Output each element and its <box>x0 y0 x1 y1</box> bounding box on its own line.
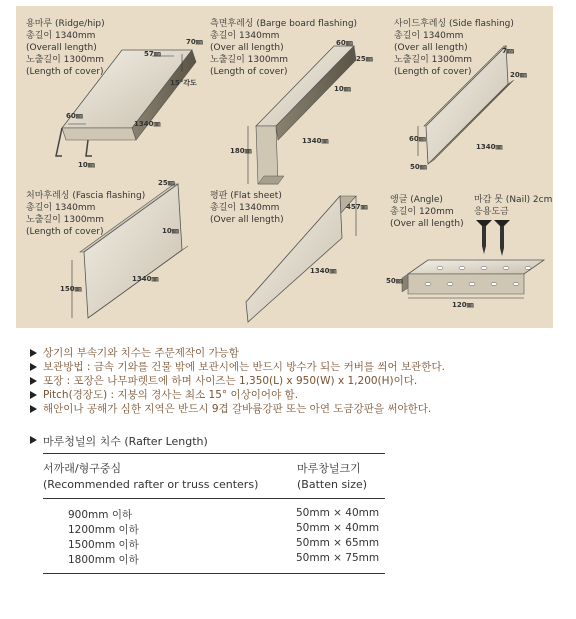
nail-info <box>474 194 552 218</box>
barge-dim-length: 1340㎜ <box>302 137 329 145</box>
ridge-dim-angle: 15°각도 <box>170 79 197 87</box>
flat-sheet-info <box>210 190 284 226</box>
barge-dim-top: 60㎜ <box>336 39 353 47</box>
fascia-cover-length-en: (Length of cover) <box>26 227 104 237</box>
barge-total-length: 총길이 1340mm <box>210 31 280 41</box>
ridge-dim-length: 1340㎜ <box>134 120 161 128</box>
bullet-triangle-icon <box>30 349 37 357</box>
side-flashing-total-length: 총길이 1340mm <box>394 31 464 41</box>
product-panel <box>16 6 553 328</box>
rafter-table <box>43 453 385 574</box>
bullet-triangle-icon <box>30 436 37 444</box>
barge-cover-length-en: (Length of cover) <box>210 67 288 77</box>
side-flashing-cover-length: 노출길이 1300mm <box>394 55 473 65</box>
table-row: 900mm 이하 50mm × 40mm <box>68 507 380 521</box>
fascia-dim-top: 25㎜ <box>158 179 175 187</box>
note-item: 보관방법 : 금속 기와를 건물 밖에 보관시에는 반드시 방수가 되는 커버를 씌어 보관한다. <box>30 360 560 374</box>
fascia-info <box>26 190 145 238</box>
fascia-dim-length: 1340㎜ <box>132 275 159 283</box>
angle-name: 앵글 (Angle) <box>390 195 443 205</box>
table-rule-bottom <box>43 573 385 574</box>
angle-drawing <box>402 260 544 298</box>
side-flashing-dim-bottom: 50㎜ <box>410 163 427 171</box>
table-row: 1800mm 이하 50mm × 75mm <box>68 552 380 566</box>
fascia-dim-side: 10㎜ <box>162 227 179 235</box>
side-flashing-cover-length-en: (Length of cover) <box>394 67 472 77</box>
bullet-triangle-icon <box>30 391 37 399</box>
bullet-triangle-icon <box>30 377 37 385</box>
bullet-triangle-icon <box>30 363 37 371</box>
fascia-cover-length: 노출길이 1300mm <box>26 215 105 225</box>
nail-drawing <box>476 220 510 256</box>
table-header <box>43 454 385 498</box>
ridge-dim-foot: 10㎜ <box>78 161 95 169</box>
note-item: 상기의 부속기와 치수는 주문제작이 가능함 <box>30 346 560 360</box>
ridge-dim-flange: 60㎜ <box>66 112 83 120</box>
side-flashing-dim-side: 20㎜ <box>510 71 527 79</box>
fascia-dim-height: 150㎜ <box>60 285 82 293</box>
note-item: 해안이나 공해가 심한 지역은 반드시 9겹 갈바륨강판 또는 아연 도금강판을 써야한다. <box>30 402 560 416</box>
flat-sheet-dim-length: 1340㎜ <box>310 267 337 275</box>
barge-total-length-en: (Over all length) <box>210 43 284 53</box>
notes-list <box>30 346 560 416</box>
side-flashing-dim-top: 7㎜ <box>502 47 514 55</box>
ridge-cover-length-en: (Length of cover) <box>26 67 104 77</box>
ridge-cover-length: 노출길이 1300mm <box>26 55 105 65</box>
barge-info <box>210 18 357 78</box>
ridge-dim-top: 57㎜ <box>144 50 161 58</box>
fascia-total-length: 총길이 1340mm <box>26 203 96 213</box>
bullet-triangle-icon <box>30 405 37 413</box>
flat-sheet-name: 평판 (Flat sheet) <box>210 191 282 201</box>
angle-total-length-en: (Over all length) <box>390 219 464 229</box>
barge-name: 측면후레싱 (Barge board flashing) <box>210 19 358 29</box>
rafter-heading: 마루청널의 치수 (Rafter Length) <box>30 433 208 449</box>
angle-dim-length: 120㎜ <box>452 301 474 309</box>
table-row: 1200mm 이하 50mm × 40mm <box>68 522 380 536</box>
side-flashing-dim-length: 1340㎜ <box>476 143 503 151</box>
ridge-total-length-en: (Overall length) <box>26 43 97 53</box>
barge-cover-length: 노출길이 1300mm <box>210 55 289 65</box>
ridge-dim-side: 70㎜ <box>186 38 203 46</box>
ridge-total-length: 총길이 1340mm <box>26 31 96 41</box>
side-flashing-info <box>394 18 514 78</box>
ridge-name: 용마루 (Ridge/hip) <box>26 19 105 29</box>
fascia-name: 처마후레싱 (Fascia flashing) <box>26 191 146 201</box>
note-item: Pitch(경장도) : 지붕의 경사는 최소 15° 이상이어야 함. <box>30 388 560 402</box>
nail-name: 마감 못 (Nail) 2cm <box>474 195 553 205</box>
header-rafter-spacing: 서까래/형구중심 (Recommended rafter or truss centers) <box>43 462 259 491</box>
angle-dim-height: 50㎜ <box>386 277 403 285</box>
angle-info <box>390 194 464 230</box>
barge-dim-side: 25㎜ <box>356 55 373 63</box>
flat-sheet-dim-height: 457㎜ <box>346 203 368 211</box>
flat-sheet-total-length: 총길이 1340mm <box>210 203 280 213</box>
barge-dim-height: 180㎜ <box>230 147 252 155</box>
header-batten-size: 마루창널크기 (Batten size) <box>297 462 368 491</box>
note-item: 포장 : 포장은 나무파렛트에 하며 사이즈는 1,350(L) x 950(W) x 1,200(H)이다. <box>30 374 560 388</box>
angle-total-length: 총길이 120mm <box>390 207 454 217</box>
side-flashing-name: 사이드후레싱 (Side flashing) <box>394 19 514 29</box>
table-body <box>43 499 385 573</box>
flat-sheet-total-length-en: (Over all length) <box>210 215 284 225</box>
table-row: 1500mm 이하 50mm × 65mm <box>68 537 380 551</box>
nail-coating: 응용도금 <box>474 207 509 217</box>
side-flashing-dim-height: 60㎜ <box>409 135 426 143</box>
ridge-info <box>26 18 105 78</box>
barge-dim-bottom: 10㎜ <box>334 85 351 93</box>
side-flashing-total-length-en: (Over all length) <box>394 43 468 53</box>
